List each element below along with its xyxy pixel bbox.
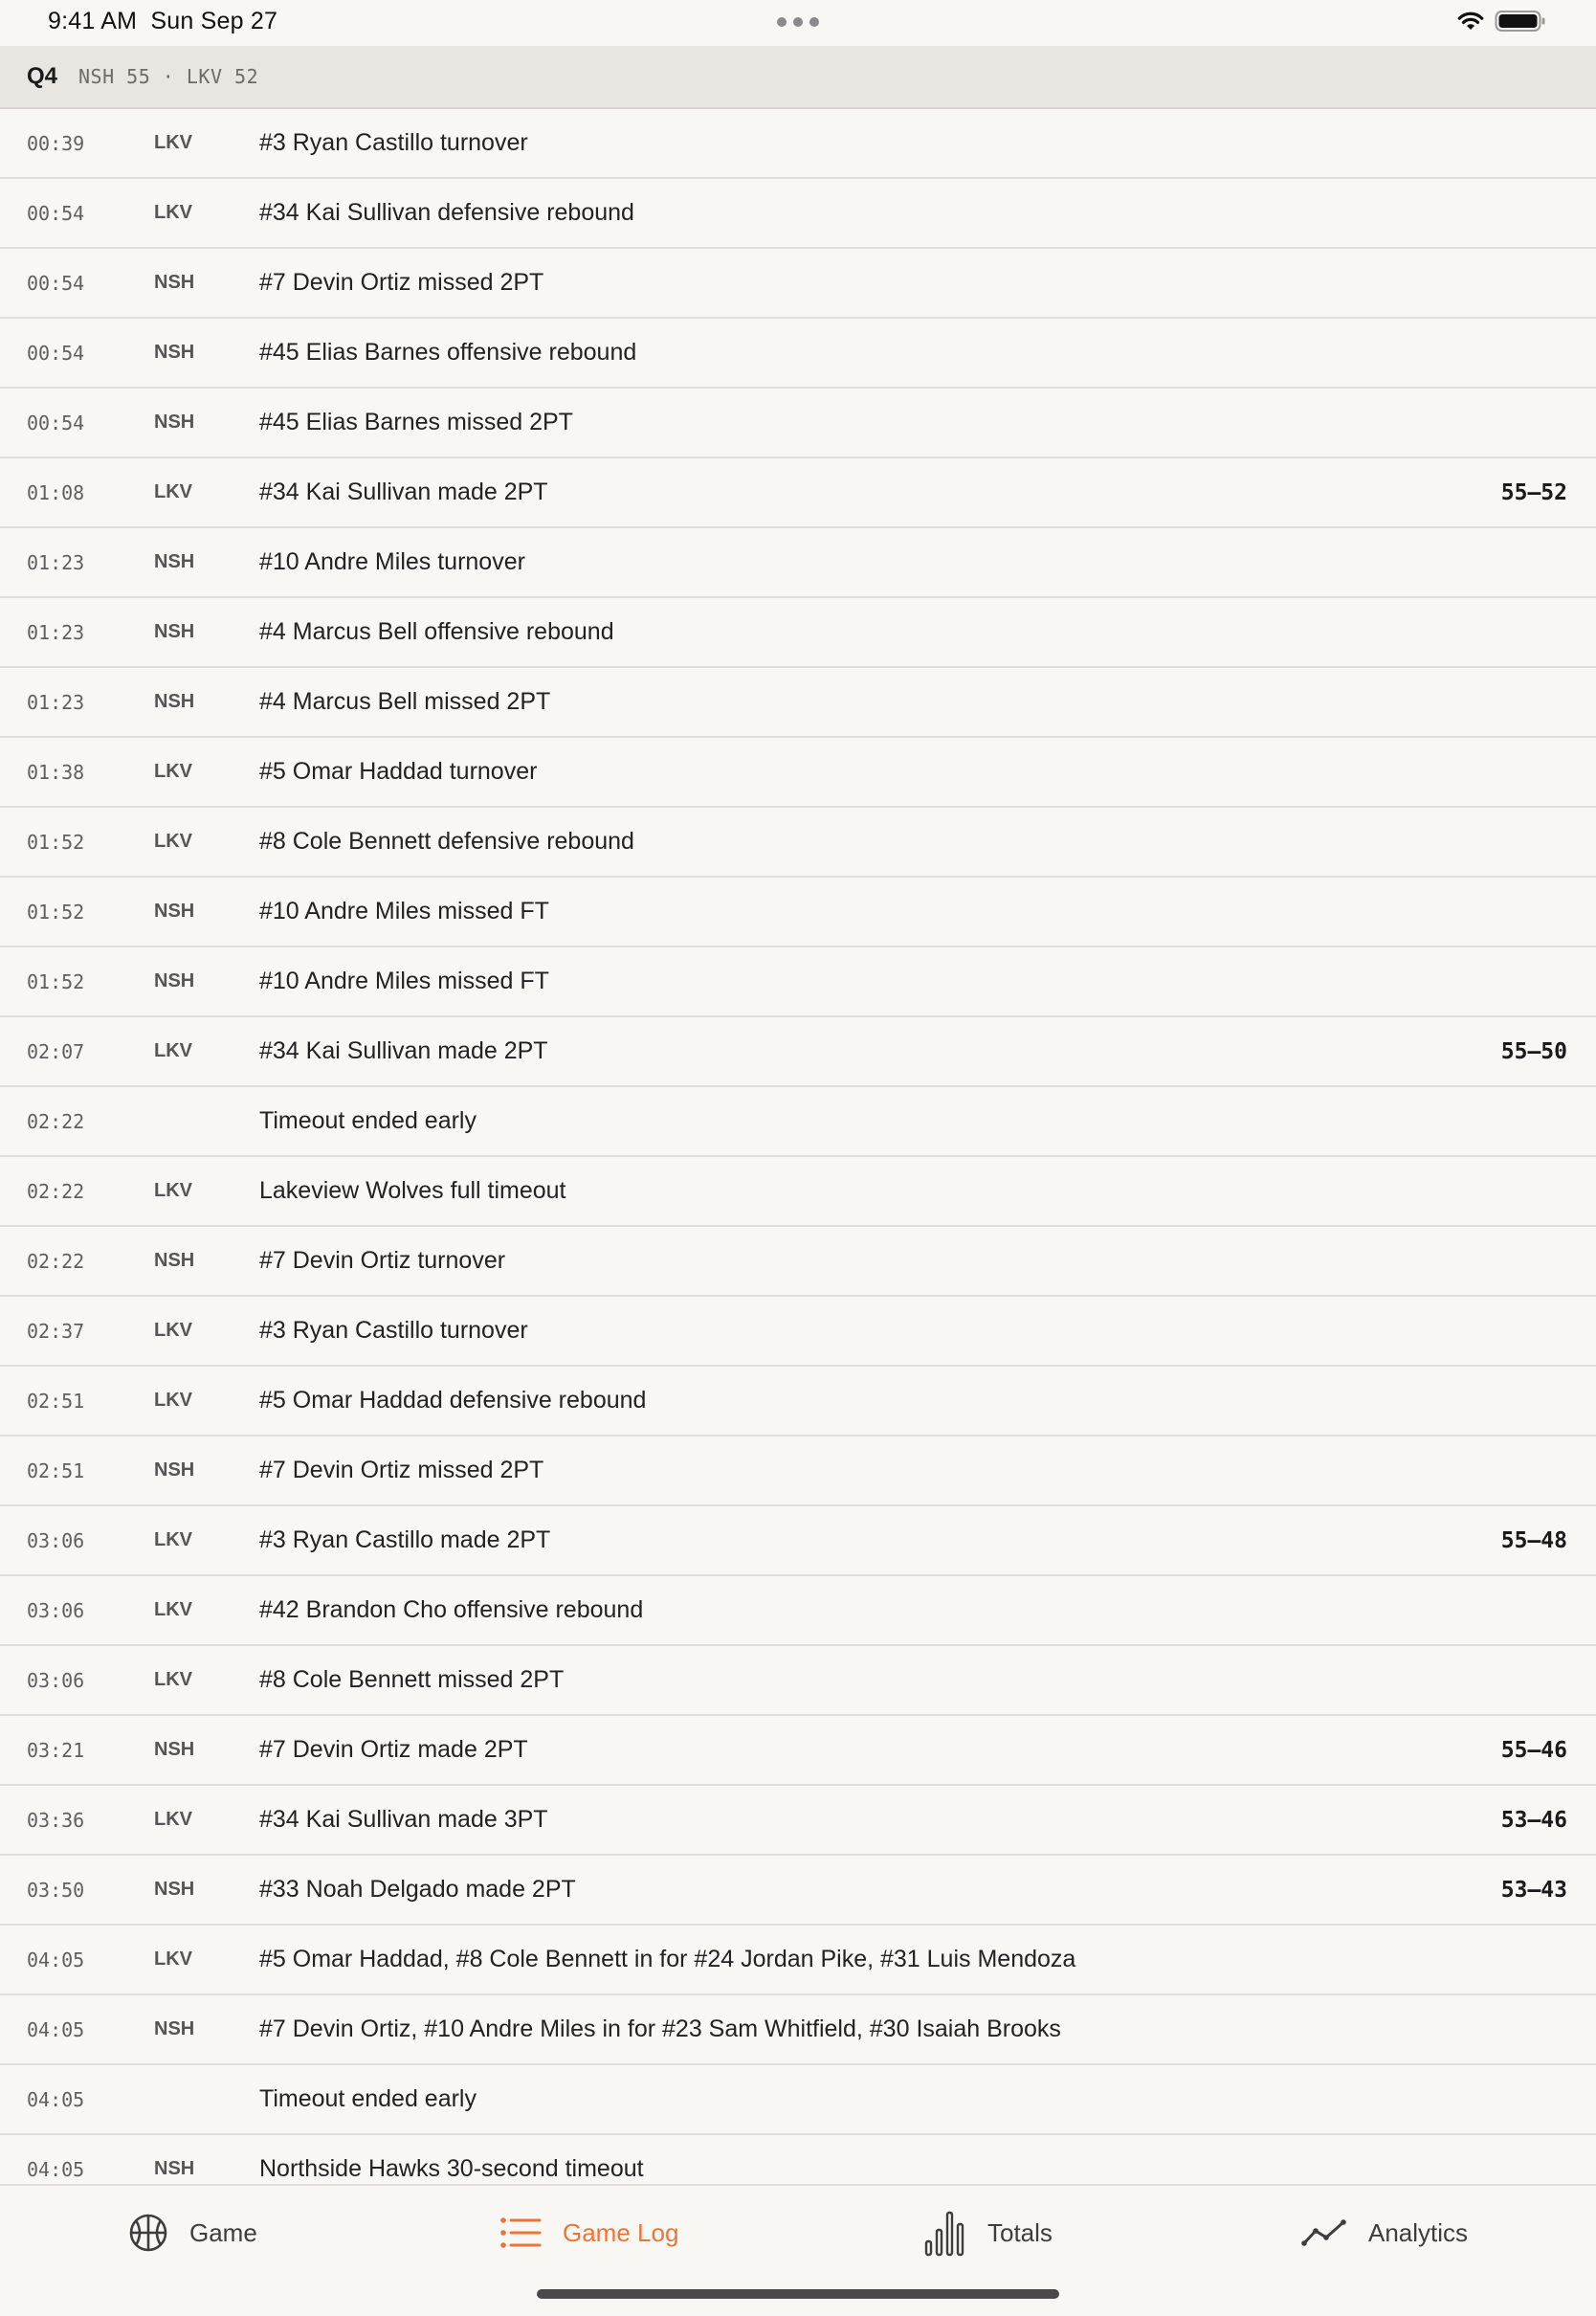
log-time: 00:54 (27, 411, 85, 434)
log-time: 01:52 (27, 830, 85, 854)
log-team: LKV (154, 1529, 192, 1550)
log-description: #10 Andre Miles turnover (259, 548, 525, 575)
log-score: 55–48 (1500, 1527, 1567, 1553)
log-row[interactable] (0, 1227, 1596, 1297)
log-time: 00:54 (27, 201, 85, 225)
log-team: LKV (154, 481, 192, 502)
tab-totals-label: Totals (987, 2217, 1053, 2247)
log-description: Timeout ended early (259, 2085, 477, 2112)
log-team: LKV (154, 1669, 192, 1690)
tab-game-log[interactable] (499, 2186, 678, 2280)
log-team: NSH (154, 412, 195, 433)
log-description: #7 Devin Ortiz, #10 Andre Miles in for #23 Sam Whitfield, #30 Isaiah Brooks (259, 2015, 1061, 2042)
log-description: #34 Kai Sullivan made 2PT (259, 1037, 548, 1064)
log-row[interactable] (0, 1786, 1596, 1856)
period-score-header (0, 46, 1596, 109)
log-description: #8 Cole Bennett defensive rebound (259, 828, 634, 855)
log-time: 03:21 (27, 1738, 85, 1762)
tab-analytics[interactable] (1301, 2186, 1468, 2280)
log-time: 02:37 (27, 1319, 85, 1343)
period-label: Q4 (27, 63, 58, 89)
log-time: 02:51 (27, 1389, 85, 1413)
log-time: 02:51 (27, 1459, 85, 1482)
game-log-list[interactable] (0, 109, 1596, 2184)
log-team: LKV (154, 202, 192, 223)
log-time: 01:52 (27, 900, 85, 924)
log-team: LKV (154, 761, 192, 782)
log-row[interactable] (0, 458, 1596, 528)
status-indicators (1456, 10, 1546, 33)
log-time: 03:06 (27, 1598, 85, 1622)
log-team: NSH (154, 970, 195, 991)
log-time: 03:06 (27, 1668, 85, 1692)
log-description: #4 Marcus Bell missed 2PT (259, 688, 551, 715)
log-score: 55–46 (1500, 1737, 1567, 1763)
log-description: Northside Hawks 30-second timeout (259, 2155, 644, 2182)
wifi-icon (1456, 11, 1485, 32)
log-team: NSH (154, 1250, 195, 1271)
tab-totals[interactable] (924, 2186, 1053, 2280)
log-row[interactable] (0, 1297, 1596, 1367)
log-description: #3 Ryan Castillo turnover (259, 1317, 528, 1344)
log-row[interactable] (0, 319, 1596, 389)
log-time: 02:22 (27, 1109, 85, 1133)
log-description: #5 Omar Haddad, #8 Cole Bennett in for #24 Jordan Pike, #31 Luis Mendoza (259, 1946, 1076, 1972)
log-row[interactable] (0, 1436, 1596, 1506)
log-time: 03:06 (27, 1528, 85, 1552)
log-team: LKV (154, 1320, 192, 1341)
log-description: #10 Andre Miles missed FT (259, 968, 549, 994)
log-time: 04:05 (27, 2087, 85, 2111)
basketball-icon (128, 2213, 168, 2253)
log-row[interactable] (0, 389, 1596, 458)
log-description: #34 Kai Sullivan made 2PT (259, 479, 548, 505)
log-row[interactable] (0, 947, 1596, 1017)
log-time: 01:23 (27, 550, 85, 574)
log-description: Lakeview Wolves full timeout (259, 1177, 566, 1204)
log-description: #7 Devin Ortiz turnover (259, 1247, 506, 1274)
log-time: 00:39 (27, 131, 85, 155)
log-row[interactable] (0, 528, 1596, 598)
log-team: LKV (154, 831, 192, 852)
list-icon (499, 2216, 542, 2249)
log-time: 01:52 (27, 969, 85, 993)
log-row[interactable] (0, 1995, 1596, 2065)
log-team: LKV (154, 132, 192, 153)
log-time: 01:08 (27, 480, 85, 504)
log-description: #45 Elias Barnes offensive rebound (259, 339, 637, 366)
log-row[interactable] (0, 1646, 1596, 1716)
score-summary: NSH 55 · LKV 52 (78, 65, 259, 88)
log-description: #3 Ryan Castillo turnover (259, 129, 528, 156)
log-row[interactable] (0, 1367, 1596, 1436)
log-row[interactable] (0, 1716, 1596, 1786)
log-time: 04:05 (27, 2017, 85, 2041)
log-description: #34 Kai Sullivan made 3PT (259, 1806, 548, 1833)
log-description: #33 Noah Delgado made 2PT (259, 1876, 576, 1903)
log-team: LKV (154, 1599, 192, 1620)
log-row[interactable] (0, 878, 1596, 947)
log-row[interactable] (0, 738, 1596, 808)
log-team: LKV (154, 1040, 192, 1061)
log-time: 04:05 (27, 1948, 85, 1971)
multitasking-dots-icon[interactable] (777, 17, 819, 27)
status-bar (0, 0, 1596, 46)
log-team: NSH (154, 901, 195, 922)
log-row[interactable] (0, 1576, 1596, 1646)
log-time: 02:22 (27, 1179, 85, 1203)
tab-game-label: Game (189, 2217, 257, 2247)
log-row[interactable] (0, 109, 1596, 179)
log-description: #10 Andre Miles missed FT (259, 898, 549, 924)
log-time: 00:54 (27, 341, 85, 365)
tab-game[interactable] (128, 2186, 257, 2280)
log-time: 02:07 (27, 1039, 85, 1063)
log-description: #4 Marcus Bell offensive rebound (259, 618, 614, 645)
log-description: #34 Kai Sullivan defensive rebound (259, 199, 634, 226)
log-row[interactable] (0, 2065, 1596, 2135)
log-team: NSH (154, 691, 195, 712)
log-score: 55–52 (1500, 479, 1567, 505)
log-team: LKV (154, 1949, 192, 1970)
log-team: NSH (154, 1739, 195, 1760)
log-row[interactable] (0, 249, 1596, 319)
log-row[interactable] (0, 1856, 1596, 1926)
log-row[interactable] (0, 1157, 1596, 1227)
trend-line-icon (1301, 2218, 1347, 2247)
log-row[interactable] (0, 668, 1596, 738)
log-description: #5 Omar Haddad defensive rebound (259, 1387, 647, 1414)
bar-chart-icon (924, 2209, 966, 2257)
log-description: #7 Devin Ortiz made 2PT (259, 1736, 528, 1763)
log-row[interactable] (0, 1926, 1596, 1995)
log-team: NSH (154, 621, 195, 642)
log-score: 55–50 (1500, 1038, 1567, 1064)
log-time: 01:23 (27, 690, 85, 714)
log-team: LKV (154, 1180, 192, 1201)
log-row[interactable] (0, 1506, 1596, 1576)
log-time: 01:23 (27, 620, 85, 644)
log-description: Timeout ended early (259, 1107, 477, 1134)
log-row[interactable] (0, 2135, 1596, 2184)
log-team: NSH (154, 1879, 195, 1900)
status-date: Sun Sep 27 (150, 8, 278, 34)
log-team: LKV (154, 1809, 192, 1830)
log-team: NSH (154, 1459, 195, 1481)
log-description: #42 Brandon Cho offensive rebound (259, 1596, 644, 1623)
log-time: 03:50 (27, 1878, 85, 1902)
log-team: NSH (154, 551, 195, 572)
status-clock: 9:41 AM (48, 8, 138, 34)
log-row[interactable] (0, 179, 1596, 249)
log-team: NSH (154, 342, 195, 363)
log-time: 00:54 (27, 271, 85, 295)
log-team: NSH (154, 2158, 195, 2179)
log-description: #45 Elias Barnes missed 2PT (259, 409, 573, 435)
status-time (48, 8, 277, 35)
log-score: 53–43 (1500, 1877, 1567, 1903)
home-indicator[interactable] (537, 2289, 1059, 2299)
log-description: #8 Cole Bennett missed 2PT (259, 1666, 565, 1693)
log-description: #7 Devin Ortiz missed 2PT (259, 269, 544, 296)
tab-game-log-label: Game Log (563, 2217, 679, 2247)
log-row[interactable] (0, 1017, 1596, 1087)
log-time: 02:22 (27, 1249, 85, 1273)
log-team: NSH (154, 272, 195, 293)
log-description: #3 Ryan Castillo made 2PT (259, 1526, 551, 1553)
log-description: #5 Omar Haddad turnover (259, 758, 538, 785)
log-time: 04:05 (27, 2157, 85, 2181)
log-row[interactable] (0, 1087, 1596, 1157)
log-time: 03:36 (27, 1808, 85, 1832)
tab-analytics-label: Analytics (1368, 2217, 1469, 2247)
log-score: 53–46 (1500, 1807, 1567, 1833)
log-team: NSH (154, 2018, 195, 2039)
log-row[interactable] (0, 808, 1596, 878)
log-description: #7 Devin Ortiz missed 2PT (259, 1457, 544, 1483)
log-team: LKV (154, 1390, 192, 1411)
log-time: 01:38 (27, 760, 85, 784)
battery-icon (1495, 10, 1546, 33)
log-row[interactable] (0, 598, 1596, 668)
